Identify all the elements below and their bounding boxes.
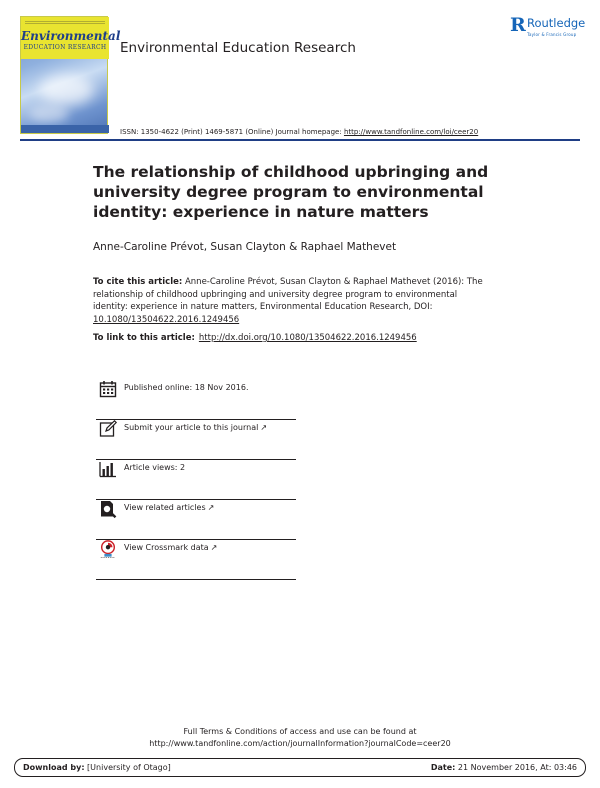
submit-article-row[interactable] — [96, 420, 296, 460]
article-url-link[interactable]: http://dx.doi.org/10.1080/13504622.2016.1249456 — [198, 333, 417, 343]
bar-chart-icon — [99, 460, 117, 478]
journal-title: Environmental Education Research — [120, 40, 356, 56]
related-articles-label: View related articles — [124, 503, 206, 512]
header-rule — [20, 139, 580, 141]
article-authors: Anne-Caroline Prévot, Susan Clayton & Raphael Mathevet — [93, 241, 397, 253]
external-link-icon: ↗ — [260, 423, 268, 432]
cover-top-line — [25, 21, 105, 24]
published-online-text: Published online: 18 Nov 2016. — [124, 383, 249, 392]
routledge-r-icon: R — [510, 14, 526, 36]
calendar-icon — [99, 380, 117, 398]
journal-homepage-link[interactable]: http://www.tandfonline.com/loi/ceer20 — [343, 128, 479, 136]
publisher-tagline: Taylor & Francis Group — [527, 32, 577, 37]
link-label: To link to this article: — [93, 333, 195, 343]
citation — [93, 276, 493, 326]
external-link-icon: ↗ — [210, 543, 218, 552]
edit-icon — [99, 420, 117, 438]
published-online-row — [96, 380, 296, 420]
cover-bottom-band — [21, 125, 109, 133]
article-views-row — [96, 460, 296, 500]
crossmark-label: View Crossmark data — [124, 543, 209, 552]
cover-cloud — [29, 105, 69, 123]
issn-text: ISSN: 1350-4622 (Print) 1469-5871 (Online) Journal homepage: — [120, 128, 344, 136]
download-info-bar — [14, 758, 586, 777]
submit-article-label: Submit your article to this journal — [124, 423, 259, 432]
article-title: The relationship of childhood upbringing and university degree program to environmental identity: experience in nature matters — [93, 163, 489, 221]
crossmark-icon — [99, 540, 117, 558]
downloaded-by-label: Download by: — [23, 763, 85, 772]
download-date-value: 21 November 2016, At: 03:46 — [455, 763, 577, 772]
external-link-icon: ↗ — [207, 503, 215, 512]
cite-text: Anne-Caroline Prévot, Susan Clayton & Raphael Mathevet (2016): The relationship of childhood upbringing and university degree program to environmental identity: experience in nature matters, Environmental Education Research, DOI: — [93, 277, 483, 312]
crossmark-text[interactable] — [124, 543, 217, 552]
cover-title-line2: EDUCATION RESEARCH — [23, 44, 107, 51]
download-date — [431, 763, 577, 772]
search-document-icon — [99, 500, 117, 518]
download-date-label: Date: — [430, 763, 456, 772]
article-views-text: Article views: 2 — [124, 463, 186, 472]
cite-label: To cite this article: — [93, 277, 183, 287]
journal-cover-image — [20, 16, 121, 134]
terms-url-link[interactable]: http://www.tandfonline.com/action/journalInformation?journalCode=ceer20 — [149, 739, 451, 748]
related-articles-row[interactable] — [96, 500, 296, 540]
crossmark-row[interactable] — [96, 540, 296, 580]
doi-link[interactable]: 10.1080/13504622.2016.1249456 — [93, 314, 240, 325]
publisher-name: Routledge — [527, 16, 586, 30]
article-link-line — [93, 333, 417, 343]
cover-cloud — [39, 75, 94, 105]
publisher-logo — [510, 14, 590, 42]
related-articles-text[interactable] — [124, 503, 214, 512]
issn-line — [120, 128, 478, 136]
terms-and-conditions — [0, 726, 600, 750]
downloaded-by-value: [University of Otago] — [84, 763, 171, 772]
terms-line-1: Full Terms & Conditions of access and use can be found at — [183, 727, 417, 736]
cover-title-line1: Environmental — [21, 29, 121, 43]
downloaded-by — [23, 763, 171, 772]
submit-article-text[interactable] — [124, 423, 267, 432]
